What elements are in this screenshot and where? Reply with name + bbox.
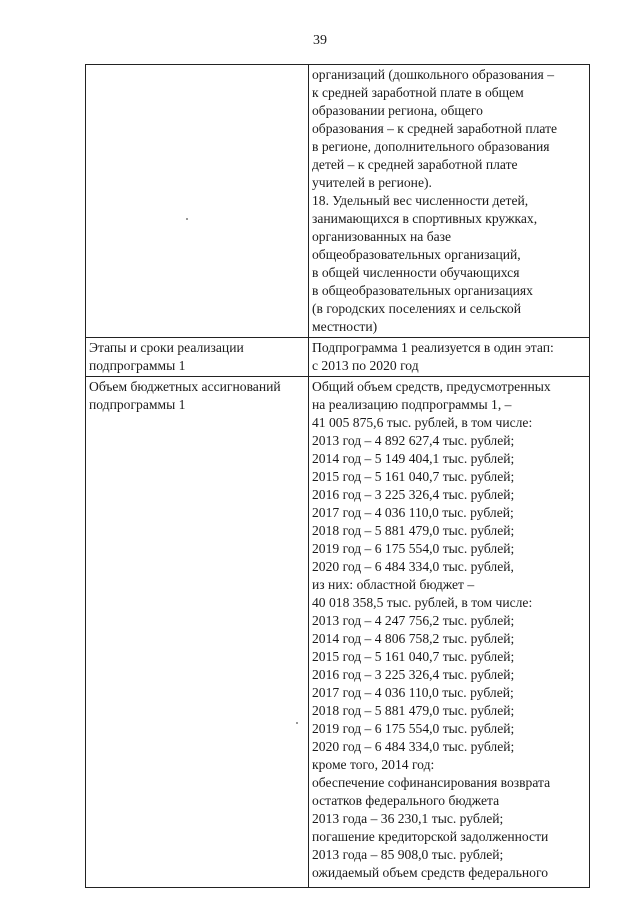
row-value-line: Подпрограмма 1 реализуется в один этап: [312,340,554,355]
row-value-cell [309,65,590,338]
row-value-line: учителей в регионе). [312,175,432,190]
row-value-line: занимающихся в спортивных кружках, [312,211,538,226]
row-value-line: 2018 год – 5 881 479,0 тыс. рублей; [312,523,515,538]
row-value-line: 2020 год – 6 484 334,0 тыс. рублей; [312,739,515,754]
row-value-line: (в городских поселениях и сельской [312,301,521,316]
row-value-line: 2014 год – 4 806 758,2 тыс. рублей; [312,631,515,646]
scan-speck [186,218,188,220]
row-value-line: в общей численности обучающихся [312,265,520,280]
row-value-line: на реализацию подпрограммы 1, – [312,397,512,412]
row-value-line: общеобразовательных организаций, [312,247,521,262]
row-value-line: 2014 год – 5 149 404,1 тыс. рублей; [312,451,515,466]
row-value-line: 2019 год – 6 175 554,0 тыс. рублей; [312,721,515,736]
row-value-line: погашение кредиторской задолженности [312,829,549,844]
row-value-line: Общий объем средств, предусмотренных [312,379,551,394]
row-value-line: образовании региона, общего [312,103,483,118]
row-value-cell [309,338,590,377]
row-value-line: местности) [312,319,378,334]
row-value-line: в регионе, дополнительного образования [312,139,550,154]
row-value-line: 2017 год – 4 036 110,0 тыс. рублей; [312,505,514,520]
row-value-line: 2016 год – 3 225 326,4 тыс. рублей; [312,667,515,682]
row-value-line: 2020 год – 6 484 334,0 тыс. рублей, [312,559,514,574]
row-label-line: подпрограммы 1 [89,358,186,373]
program-passport-table [85,64,590,888]
row-value-line: 2019 год – 6 175 554,0 тыс. рублей; [312,541,515,556]
row-value-line: детей – к средней заработной плате [312,157,518,172]
row-value-line: 41 005 875,6 тыс. рублей, в том числе: [312,415,533,430]
table-row [86,377,590,888]
row-value-line: 2015 год – 5 161 040,7 тыс. рублей; [312,649,515,664]
row-value-line: кроме того, 2014 год: [312,757,435,772]
row-value-line: с 2013 по 2020 год [312,358,419,373]
row-value-line: 2018 год – 5 881 479,0 тыс. рублей; [312,703,515,718]
row-value-line: из них: областной бюджет – [312,577,475,592]
page-number: 39 [313,33,327,48]
row-value-line: 40 018 358,5 тыс. рублей, в том числе: [312,595,533,610]
row-label-cell [86,65,309,338]
row-value-line: к средней заработной плате в общем [312,85,524,100]
row-value-line: организованных на базе [312,229,452,244]
table-row [86,338,590,377]
row-value-line: организаций (дошкольного образования – [312,67,555,82]
row-value-line: 2013 год – 4 892 627,4 тыс. рублей; [312,433,515,448]
scan-speck [296,722,298,724]
row-value-line: 2013 года – 36 230,1 тыс. рублей; [312,811,504,826]
row-label-cell [86,338,309,377]
row-value-line: 2016 год – 3 225 326,4 тыс. рублей; [312,487,515,502]
row-value-line: 2013 год – 4 247 756,2 тыс. рублей; [312,613,515,628]
row-label-line: Этапы и сроки реализации [89,340,244,355]
table-row [86,65,590,338]
row-value-line: остатков федерального бюджета [312,793,500,808]
row-label-line: Объем бюджетных ассигнований [89,379,281,394]
row-value-line: ожидаемый объем средств федерального [312,865,548,880]
row-value-line: обеспечение софинансирования возврата [312,775,551,790]
row-value-cell [309,377,590,888]
row-value-line: 2017 год – 4 036 110,0 тыс. рублей; [312,685,514,700]
row-value-line: образования – к средней заработной плате [312,121,558,136]
row-label-cell [86,377,309,888]
row-value-line: 2013 года – 85 908,0 тыс. рублей; [312,847,504,862]
row-label-line: подпрограммы 1 [89,397,186,412]
row-value-line: 18. Удельный вес численности детей, [312,193,529,208]
row-value-line: в общеобразовательных организациях [312,283,533,298]
row-value-line: 2015 год – 5 161 040,7 тыс. рублей; [312,469,515,484]
